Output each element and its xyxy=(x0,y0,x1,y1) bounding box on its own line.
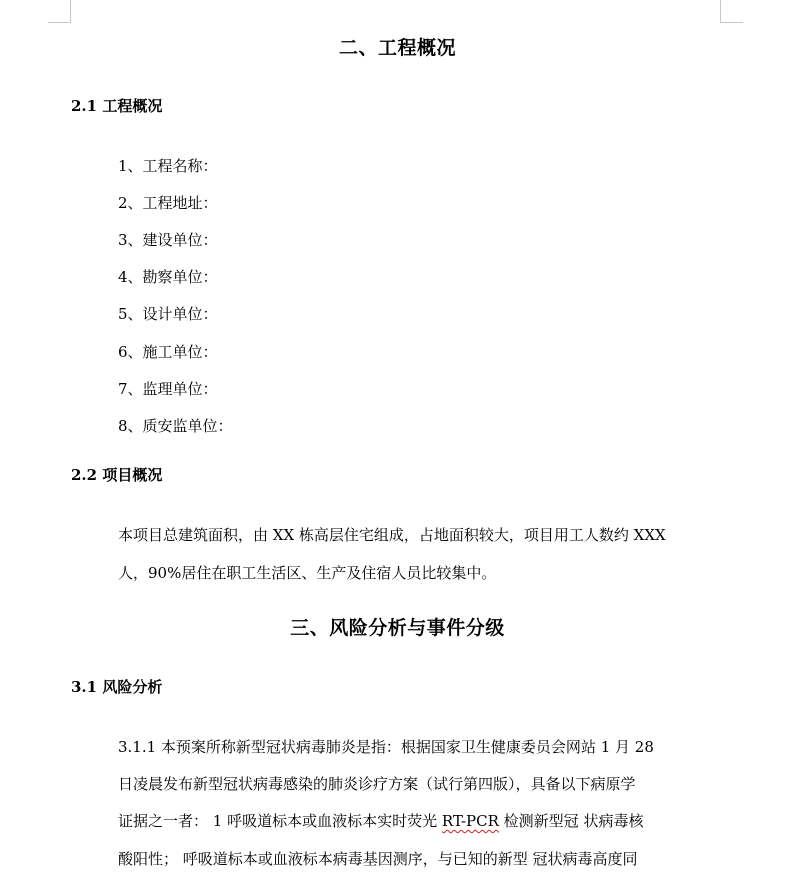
paragraph-line xyxy=(118,810,680,831)
section-3-title: 三、风险分析与事件分级 xyxy=(290,617,505,639)
list-item-survey-unit: 4、勘察单位： xyxy=(118,268,218,286)
paragraph-line: 本项目总建筑面积，由 XX 栋高层住宅组成，占地面积较大，项目用工人数约 XXX xyxy=(118,526,666,544)
crop-mark-top-right xyxy=(720,0,743,23)
list-item-construction-unit: 3、建设单位： xyxy=(118,231,218,249)
text-run: 检测新型冠 状病毒核 xyxy=(498,812,644,830)
spellcheck-marked-term: RT-PCR xyxy=(441,812,499,830)
list-item-project-address: 2、工程地址： xyxy=(118,194,218,212)
section-3-1-title: 3.1 风险分析 xyxy=(71,678,163,696)
list-item-supervision-unit: 7、监理单位： xyxy=(118,380,218,398)
section-2-2-title: 2.2 项目概况 xyxy=(71,466,163,484)
list-item-quality-safety-unit: 8、质安监单位： xyxy=(118,417,233,435)
paragraph-line: 日凌晨发布新型冠状病毒感染的肺炎诊疗方案（试行第四版），具备以下病原学 xyxy=(118,775,636,793)
paragraph-line: 3.1.1 本预案所称新型冠状病毒肺炎是指：根据国家卫生健康委员会网站 1 月 28 xyxy=(118,738,654,756)
text-run: 证据之一者： 1 呼吸道标本或血液标本实时荧光 xyxy=(118,812,442,830)
list-item-builder-unit: 6、施工单位： xyxy=(118,343,218,361)
crop-mark-top-left xyxy=(48,0,71,23)
list-item-design-unit: 5、设计单位： xyxy=(118,305,218,323)
section-2-title: 二、工程概况 xyxy=(338,37,456,59)
list-item-project-name: 1、工程名称： xyxy=(118,157,218,175)
section-2-1-title: 2.1 工程概况 xyxy=(71,97,163,115)
paragraph-line: 人，90%居住在职工生活区、生产及住宿人员比较集中。 xyxy=(118,564,497,582)
paragraph-line: 酸阳性； 呼吸道标本或血液标本病毒基因测序，与已知的新型 冠状病毒高度同 xyxy=(118,850,638,868)
